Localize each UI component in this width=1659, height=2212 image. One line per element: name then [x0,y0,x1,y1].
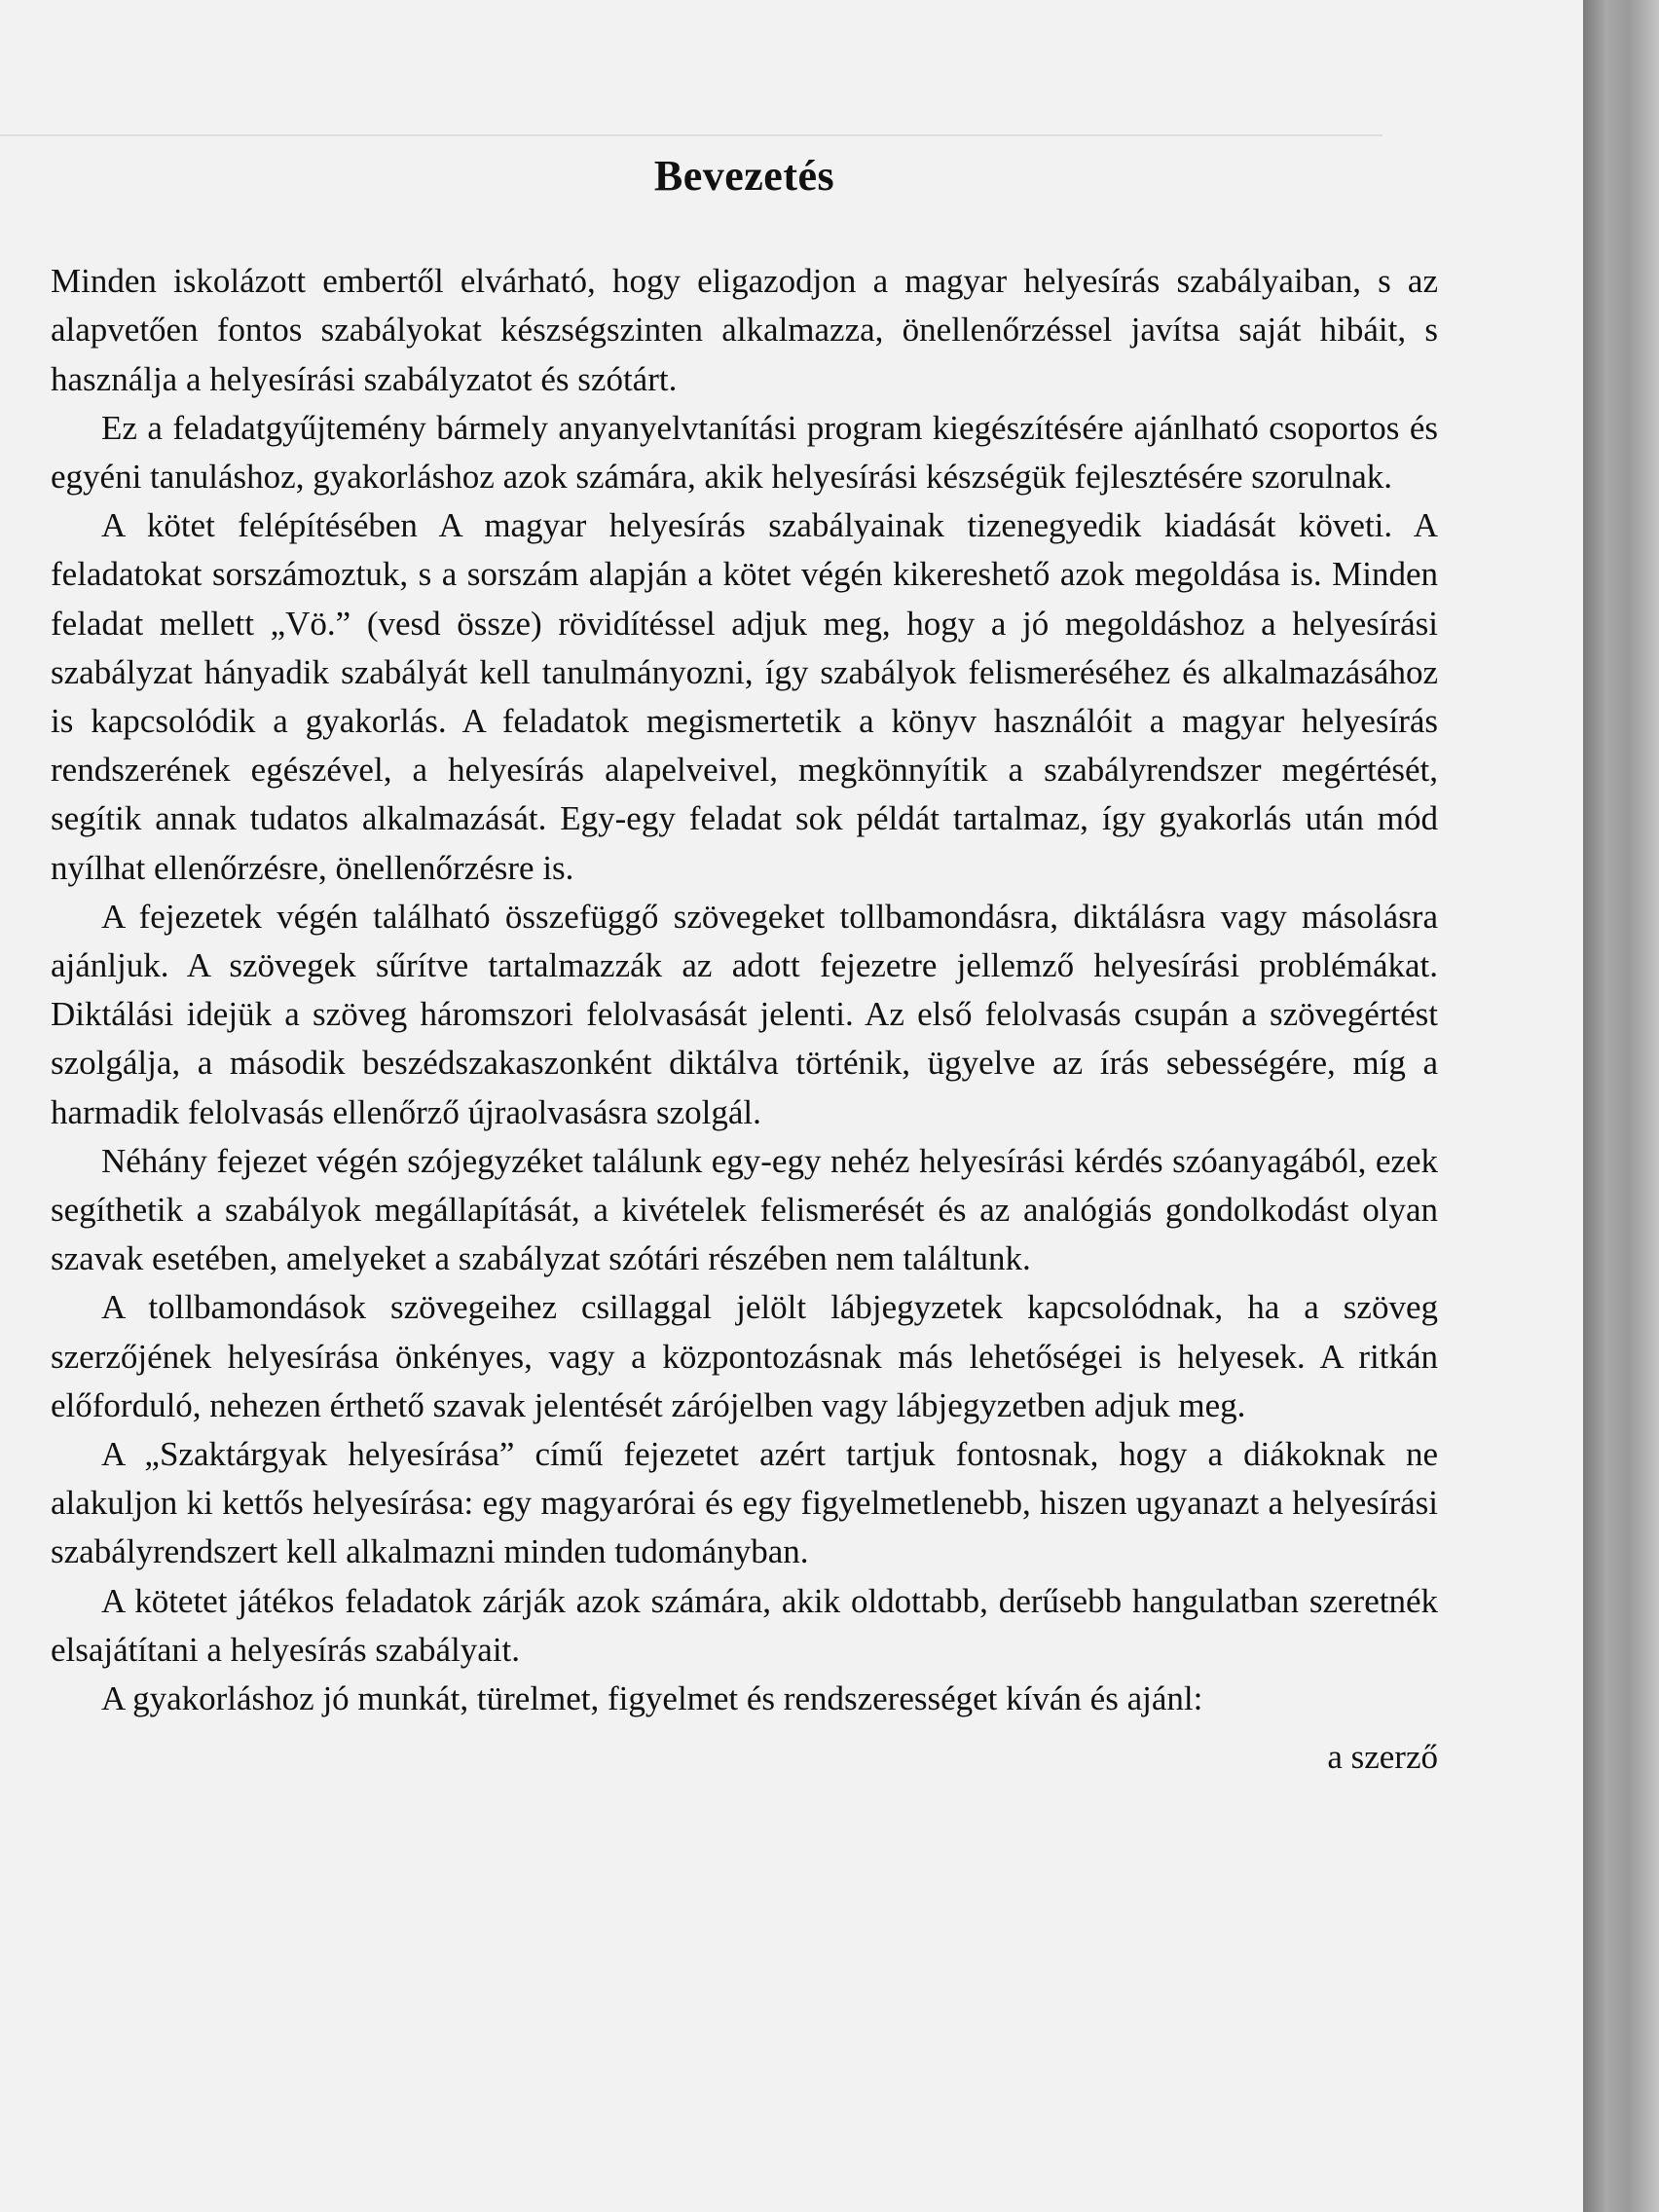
paragraph-4: A fejezetek végén található összefüggő szövegeket tollbamondásra, diktálásra vagy másolásra ajánljuk. A szövegek sűrítve tartalmazzák az adott fejezetre jellemző helyesírási problémákat. Diktálási idejük a szöveg háromszori felolvasását jelenti. Az első felolvasás csupán a szövegértést szolgálja, a második beszédszakaszonként diktálva történik, ügyelve az írás sebességére, míg a harmadik felolvasás ellenőrző újraolvasásra szolgál. [51,897,1438,1131]
page-edge-shadow [1583,0,1659,2212]
bleed-through-header [0,105,1382,136]
paragraph-9: A gyakorláshoz jó munkát, türelmet, figyelmet és rendszerességet kíván és ajánl: [101,1679,1203,1718]
paragraph-5: Néhány fejezet végén szójegyzéket találunk egy-egy nehéz helyesírási kérdés szóanyagából, ezek segíthetik a szabályok megállapítását, a kivételek felismerését és az analógiás gondolkodást olyan szavak esetében, amelyeket a szabályzat szótári részében nem találtunk. [51,1141,1438,1278]
paragraph-6: A tollbamondások szövegeihez csillaggal jelölt lábjegyzetek kapcsolódnak, ha a szöveg szerzőjének helyesírása önkényes, vagy a központozásnak más lehetőségei is helyesek. A ritkán előforduló, nehezen érthető szavak jelentését zárójelben vagy lábjegyzetben adjuk meg. [51,1288,1438,1424]
author-signature: a szerző [1327,1738,1438,1777]
paragraph-7: A „Szaktárgyak helyesírása” című fejezetet azért tartjuk fontosnak, hogy a diákoknak ne alakuljon ki kettős helyesírása: egy magyarórai és egy figyelmetlenebb, hiszen ugyanazt a helyesírási szabályrendszert kell alkalmazni minden tudományban. [51,1435,1438,1571]
paragraph-8: A kötetet játékos feladatok zárják azok számára, akik oldottabb, derűsebb hangulatban szeretnék elsajátítani a helyesírás szabályait. [51,1581,1438,1669]
paragraph-2: Ez a feladatgyűjtemény bármely anyanyelvtanítási program kiegészítésére ajánlható csoportos és egyéni tanuláshoz, gyakorláshoz azok számára, akik helyesírási készségük fejlesztésére szorulnak. [51,408,1438,497]
paragraph-1: Minden iskolázott embertől elvárható, hogy eligazodjon a magyar helyesírás szabályaiban, s az alapvetően fontos szabályokat készségszinten alkalmazza, önellenőrzéssel javítsa saját hibáit, s használja a helyesírási szabályzatot és szótárt. [51,262,1438,398]
paragraph-3: A kötet felépítésében A magyar helyesírás szabályainak tizenegyedik kiadását követi. A feladatokat sorszámoztuk, s a sorszám alapján a kötet végén kikereshető azok megoldása is. Minden feladat mellett „Vö.” (vesd össze) rövidítéssel adjuk meg, hogy a jó megoldáshoz a helyesírási szabályzat hányadik szabályát kell tanulmányozni, így szabályok felismeréséhez és alkalmazásához is kapcsolódik a gyakorlás. A feladatok megismertetik a könyv használóit a magyar helyesírás rendszerének egészével, a helyesírás alapelveivel, megkönnyítik a szabályrendszer megértését, segítik annak tudatos alkalmazását. Egy-egy feladat sok példát tartalmaz, így gyakorlás után mód nyílhat ellenőrzésre, önellenőrzésre is. [51,506,1438,887]
document-body [51,146,1438,1783]
page-title: Bevezetés [653,152,835,200]
